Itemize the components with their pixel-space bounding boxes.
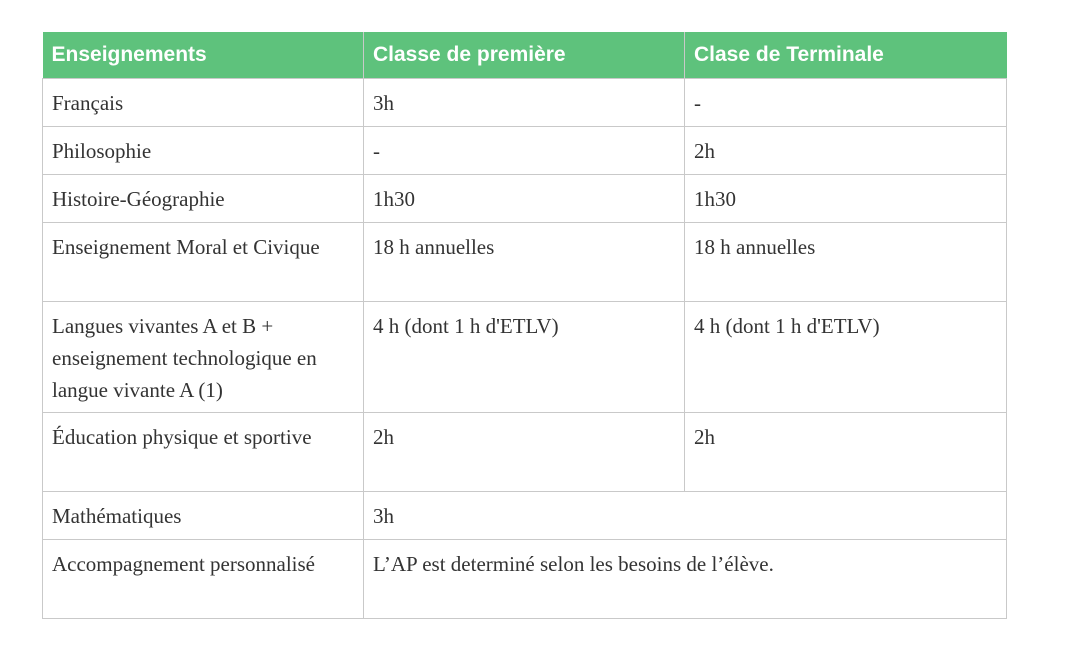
subject-cell: Philosophie xyxy=(43,127,364,175)
table-row xyxy=(43,302,1007,413)
table-row xyxy=(43,79,1007,127)
premiere-cell: 2h xyxy=(364,413,685,492)
header-cell-terminale: Clase de Terminale xyxy=(685,32,1007,79)
table-row xyxy=(43,223,1007,302)
subject-cell: Langues vivantes A et B + enseignement technologique en langue vivante A (1) xyxy=(43,302,364,413)
terminale-cell: 1h30 xyxy=(685,175,1007,223)
table-row xyxy=(43,540,1007,619)
terminale-cell: - xyxy=(685,79,1007,127)
header-cell-subjects: Enseignements xyxy=(43,32,364,79)
subject-cell: Éducation physique et sportive xyxy=(43,413,364,492)
terminale-cell: 4 h (dont 1 h d'ETLV) xyxy=(685,302,1007,413)
premiere-cell: - xyxy=(364,127,685,175)
schedule-table xyxy=(42,32,1007,619)
table-row xyxy=(43,127,1007,175)
table-row xyxy=(43,492,1007,540)
subject-cell: Histoire-Géographie xyxy=(43,175,364,223)
merged-note-cell: L’AP est determiné selon les besoins de l’élève. xyxy=(364,540,1007,619)
premiere-cell: 18 h annuelles xyxy=(364,223,685,302)
subject-cell: Mathématiques xyxy=(43,492,364,540)
premiere-cell: 1h30 xyxy=(364,175,685,223)
table-row xyxy=(43,413,1007,492)
subject-cell: Accompagnement personnalisé xyxy=(43,540,364,619)
subject-cell: Français xyxy=(43,79,364,127)
table-row xyxy=(43,175,1007,223)
subject-cell: Enseignement Moral et Civique xyxy=(43,223,364,302)
terminale-cell: 18 h annuelles xyxy=(685,223,1007,302)
header-row xyxy=(43,32,1007,79)
header-cell-premiere: Classe de première xyxy=(364,32,685,79)
merged-hours-cell: 3h xyxy=(364,492,1007,540)
premiere-cell: 3h xyxy=(364,79,685,127)
premiere-cell: 4 h (dont 1 h d'ETLV) xyxy=(364,302,685,413)
terminale-cell: 2h xyxy=(685,127,1007,175)
terminale-cell: 2h xyxy=(685,413,1007,492)
schedule-table-container xyxy=(42,32,1006,619)
